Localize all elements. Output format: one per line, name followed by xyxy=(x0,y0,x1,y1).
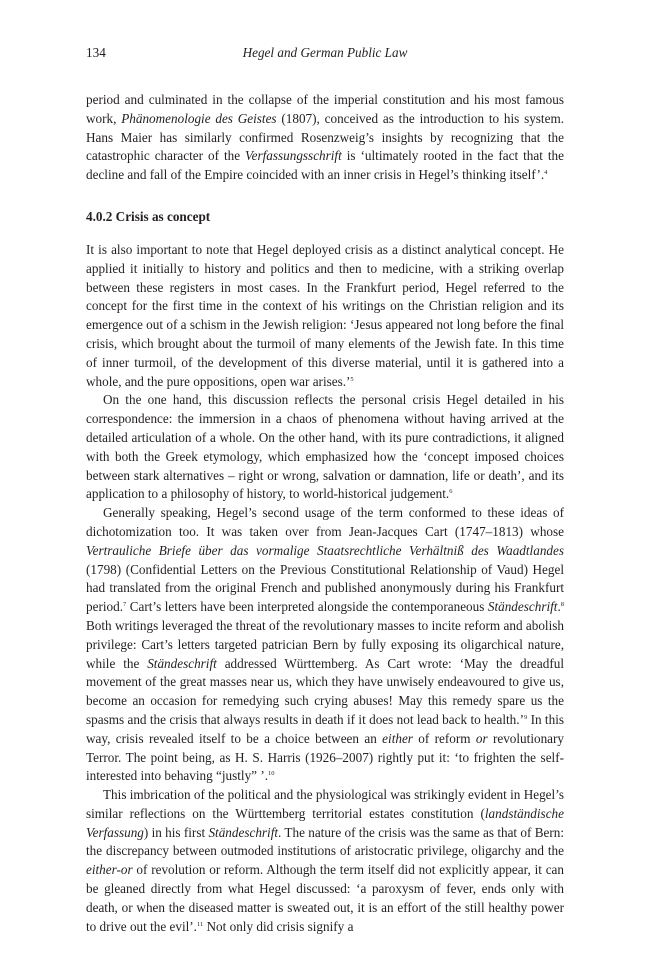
running-header xyxy=(86,44,564,62)
text-run: In this way, crisis revealed itself to be a choice between an xyxy=(86,711,564,746)
footnote-ref: 7 xyxy=(123,601,127,609)
text-run: Not only did crisis signify a xyxy=(203,918,354,934)
page-number: 134 xyxy=(86,45,106,60)
footnote-ref: 5 xyxy=(350,375,354,383)
paragraph-5 xyxy=(86,786,564,936)
section-heading: 4.0.2 Crisis as concept xyxy=(86,208,211,224)
footnote-ref: 10 xyxy=(268,770,275,778)
italic-title: Vertrauliche Briefe über das vormalige Staatsrechtliche Verhältniß des Waadtlandes xyxy=(86,542,564,558)
footnote-ref: 11 xyxy=(196,920,204,928)
text-run: addressed Württemberg. As Cart wrote: ‘May the dreadful movement of the great masses near us, which they have unwisely endeavoured to give us, become an occasion for remedying such crying abuses! May this remedy spare us the spasms and the crisis that always results in death if it does not lead back to health.’ xyxy=(86,655,564,727)
text-run: . The nature of the crisis was the same as that of Bern: the discrepancy between outmoded institutions of aristocratic privilege, oligarchy and the xyxy=(86,824,564,859)
footnote-ref: 8 xyxy=(560,601,564,609)
italic-title: Ständeschrift xyxy=(147,655,217,671)
running-title: Hegel and German Public Law xyxy=(242,45,408,60)
text-run: of revolution or reform. Although the term itself did not explicitly appear, it can be gleaned directly from what Hegel discussed: ‘a paroxysm of fever, ends only with death, or when the diseased matter is sweated out, it is an effort of the still healthy power to drive out the evil’. xyxy=(86,862,564,934)
text-run: . xyxy=(557,599,561,615)
italic-title: Ständeschrift xyxy=(487,599,558,615)
text-run: (1807), conceived as the introduction to his system. Hans Maier has similarly confirmed Rosenzweig’s insights by recognizing that the catastrophic character of the xyxy=(86,110,565,164)
text-run: period and culminated in the collapse of the imperial constitution and his most famous work, xyxy=(86,92,564,126)
italic-word: or xyxy=(475,730,488,746)
text-run: On the one hand, this discussion reflects the personal crisis Hegel detailed in his correspondence: the immersion in a chaos of phenomena without having arrived at the detailed articulation of a whole. On the other hand, with its pure contradictions, it aligned with both the Greek etymology, which emphasized how the ‘concept imposed choices between stark alternatives – right or wrong, salvation or damnation, life or death’, and its application to a philosophy of history, to world-historical judgement. xyxy=(86,392,564,502)
italic-title: Phänomenologie des Geistes xyxy=(121,110,277,126)
body-text xyxy=(86,91,564,936)
text-run: Both writings leveraged the threat of the revolutionary masses to incite reform and abolish privilege: Cart’s letters targeted patrician Bern by fully exposing its oligarchical nature, while the xyxy=(86,617,564,671)
text-run: It is also important to note that Hegel deployed crisis as a distinct analytical concept. He applied it initially to history and politics and then to medicine, with a striking overlap between these registers in most cases. In the Frankfurt period, Hegel referred to the concept for the first time in the context of his writings on the Christian religion and its emergence out of a schism in the Jewish religion: ‘Jesus appeared not long before the final crisis, which brought about the turmoil of many elements of the Jewish fate. In this time of inner turmoil, of the development of this diverse material, until it is gathered into a whole, and the pure oppositions, open war arises.’ xyxy=(86,241,564,389)
text-run: revolutionary Terror. The point being, as H. S. Harris (1926–2007) rightly put it: ‘to frighten the self-interested into behaving “justly” ’. xyxy=(86,730,565,784)
paragraph-4 xyxy=(86,504,564,786)
italic-word: either xyxy=(382,730,413,746)
paragraph-2 xyxy=(86,241,564,391)
text-run: Cart’s letters have been interpreted alongside the contemporaneous xyxy=(126,599,488,615)
text-run: (1798) (Confidential Letters on the Previous Constitutional Relationship of Vaud) Hegel had translated from the original French and published anonymously during his Frankfurt period. xyxy=(86,561,564,615)
text-run: of reform xyxy=(412,730,476,746)
text-run: is ‘ultimately rooted in the fact that the decline and fall of the Empire coincided with an inner crisis in Hegel’s thinking itself’. xyxy=(86,148,564,183)
italic-title: Ständeschrift xyxy=(208,824,279,840)
italic-term: either-or xyxy=(86,862,133,878)
text-run: ) in his first xyxy=(143,824,209,840)
footnote-ref: 4 xyxy=(544,169,548,177)
text-run: Generally speaking, Hegel’s second usage of the term conformed to these ideas of dichotomization too. It was taken over from Jean-Jacques Cart (1747–1813) whose xyxy=(86,505,564,539)
text-run: This imbrication of the political and the physiological was strikingly evident in Hegel’s similar reflections on the Württemberg territorial estates constitution ( xyxy=(86,787,564,821)
footnote-ref: 9 xyxy=(523,713,528,721)
paragraph-3 xyxy=(86,391,564,504)
italic-title: Verfassungsschrift xyxy=(245,148,342,164)
footnote-ref: 6 xyxy=(449,488,453,496)
italic-term: landständische Verfassung xyxy=(86,805,564,840)
paragraph-1 xyxy=(86,91,564,185)
